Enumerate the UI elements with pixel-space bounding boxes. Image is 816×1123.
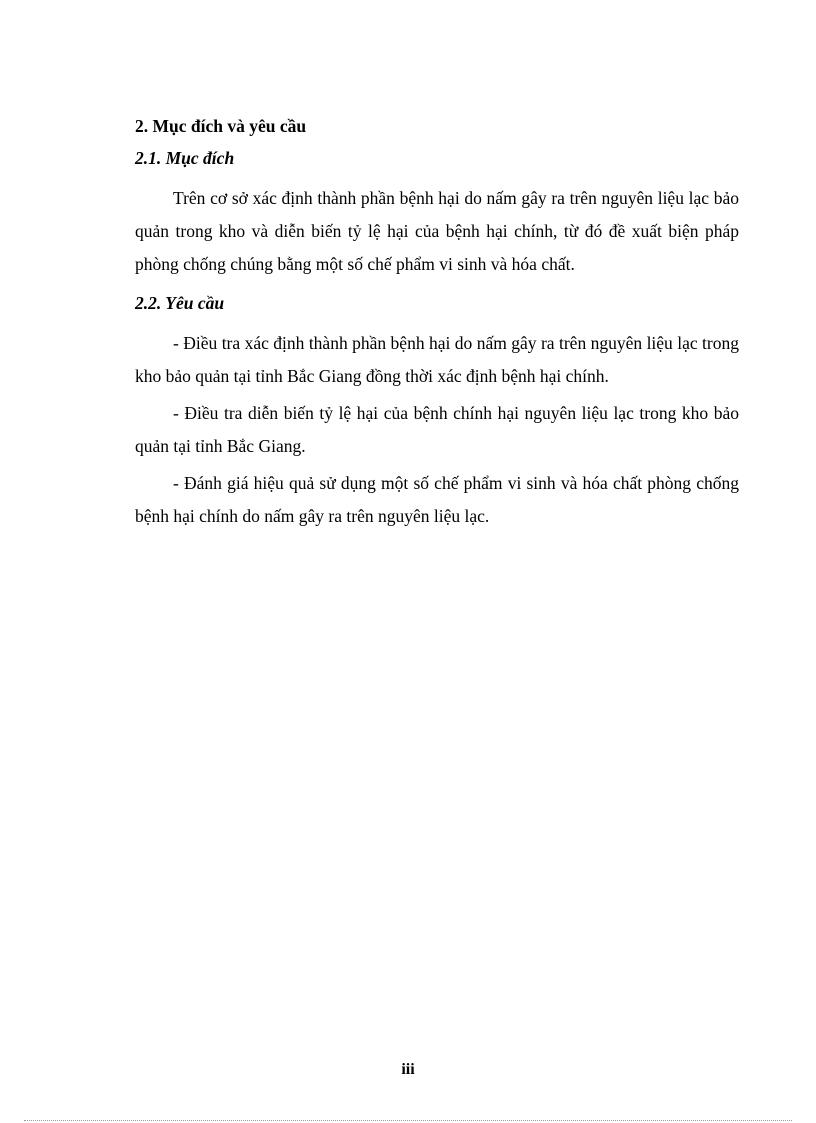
page-bottom-divider (24, 1120, 792, 1121)
section-heading: 2. Mục đích và yêu cầu (135, 116, 307, 136)
subsection-title-purpose: 2.1. Mục đích (135, 148, 235, 168)
purpose-paragraph: Trên cơ sở xác định thành phần bệnh hại do nấm gây ra trên nguyên liệu lạc bảo quản trong kho và diễn biến tỷ lệ hại của bệnh hại chính, từ đó đề xuất biện pháp phòng chống chúng bằng một số chế phẩm vi sinh và hóa chất. (135, 188, 739, 274)
page-number: iii (401, 1061, 415, 1078)
requirement-paragraph-2: - Điều tra diễn biến tỷ lệ hại của bệnh chính hại nguyên liệu lạc trong kho bảo quản tại tỉnh Bắc Giang. (135, 403, 739, 456)
requirement-paragraph-3: - Đánh giá hiệu quả sử dụng một số chế phẩm vi sinh và hóa chất phòng chống bệnh hại chính do nấm gây ra trên nguyên liệu lạc. (135, 473, 739, 526)
page-content (135, 112, 739, 533)
requirement-paragraph-1: - Điều tra xác định thành phần bệnh hại do nấm gây ra trên nguyên liệu lạc trong kho bảo quản tại tỉnh Bắc Giang đồng thời xác định bệnh hại chính. (135, 333, 739, 386)
subsection-title-requirements: 2.2. Yêu cầu (135, 293, 225, 313)
